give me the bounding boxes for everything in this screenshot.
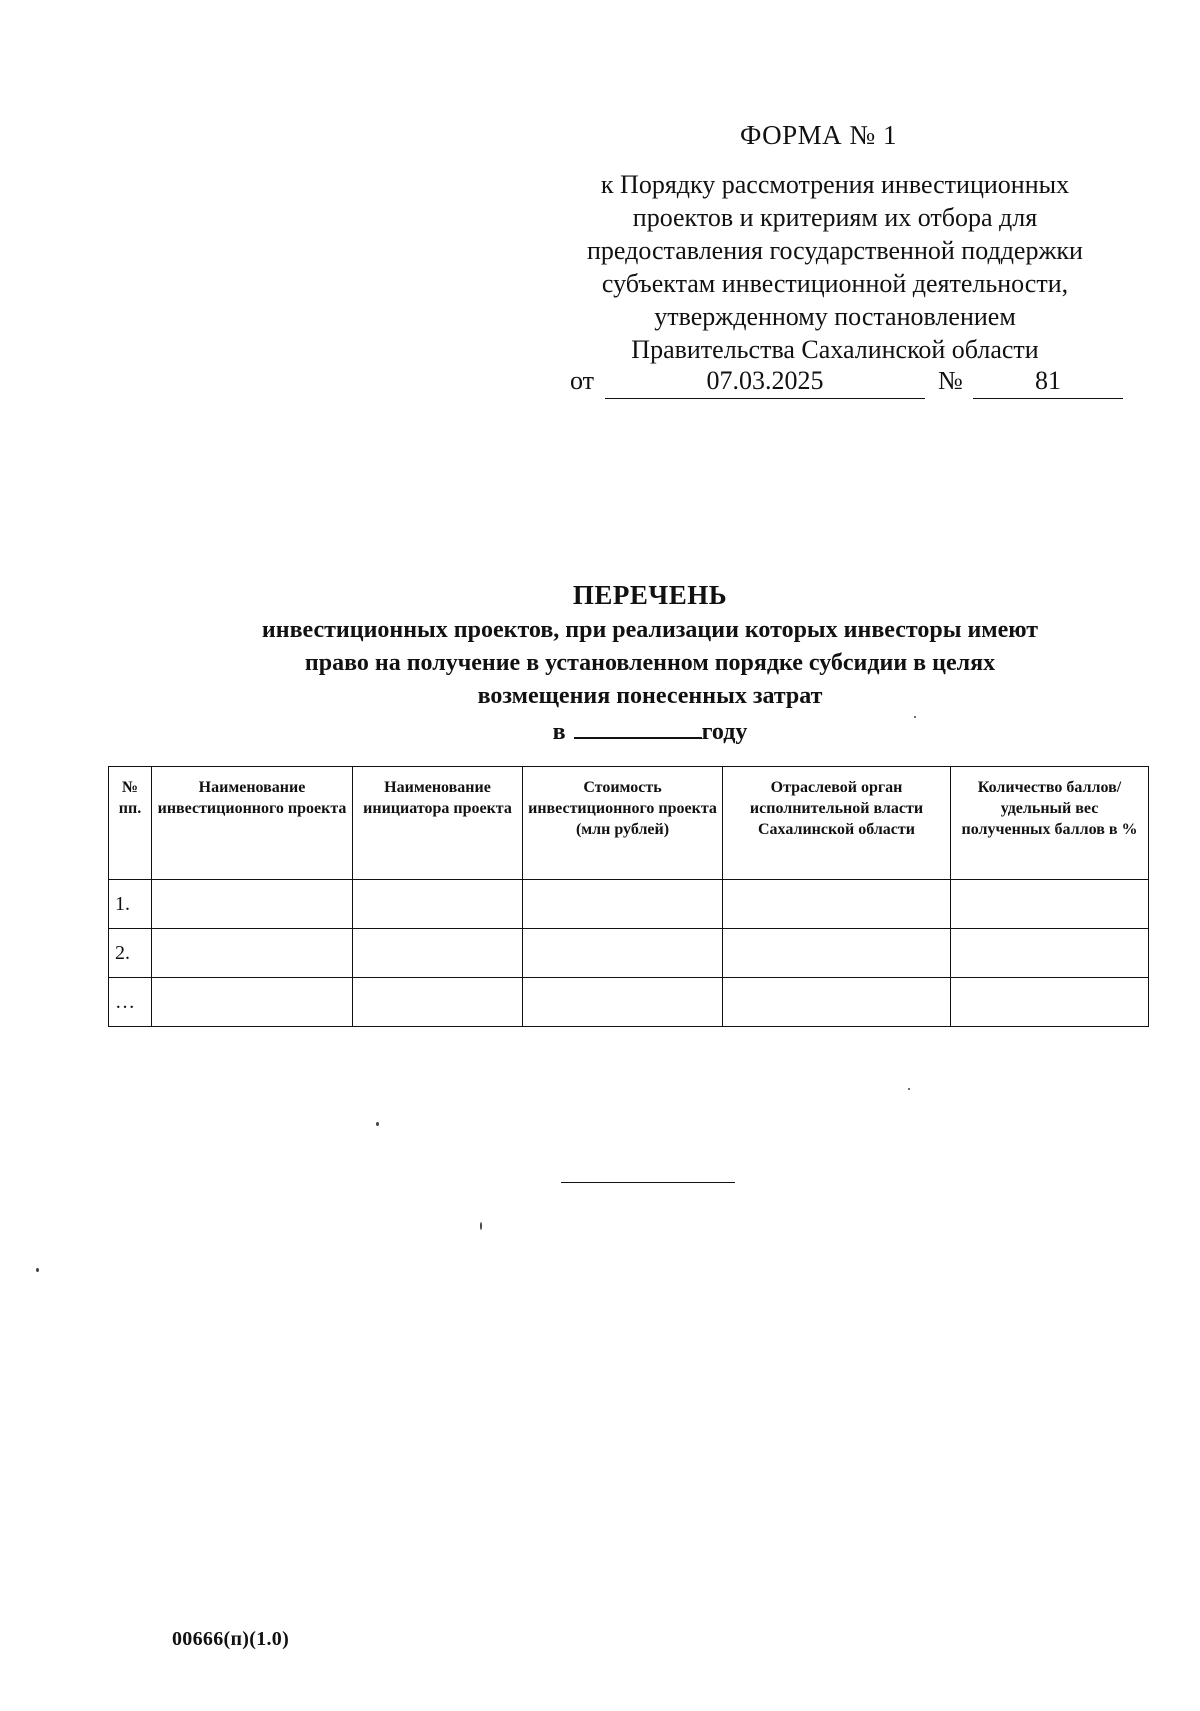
document-code: 00666(п)(1.0) <box>172 1628 290 1650</box>
subtitle-line: право на получение в установленном порядке субсидии в целях <box>304 650 996 676</box>
table-cell <box>723 978 951 1027</box>
table-row <box>109 978 1149 1027</box>
table-cell <box>723 929 951 978</box>
annex-reference <box>555 168 1115 366</box>
column-header-project-name: Наименование инвестиционного проекта <box>152 767 353 880</box>
annex-line: к Порядку рассмотрения инвестиционных <box>600 170 1070 199</box>
scan-speck <box>376 1122 379 1126</box>
subtitle-line: инвестиционных проектов, при реализации которых инвесторы имеют <box>261 617 1039 643</box>
annex-line: предоставления государственной поддержки <box>587 236 1083 265</box>
table-cell <box>152 929 353 978</box>
table-cell <box>951 978 1149 1027</box>
column-header-number: № пп. <box>109 767 152 880</box>
column-header-initiator: Наименование инициатора проекта <box>353 767 523 880</box>
number-label: № <box>938 366 963 395</box>
from-label: от <box>570 366 595 395</box>
resolution-date-line <box>570 366 1130 402</box>
table-cell <box>353 929 523 978</box>
table-cell <box>523 978 723 1027</box>
year-prefix: в <box>552 719 566 745</box>
table-cell <box>353 880 523 929</box>
row-number: … <box>109 978 152 1027</box>
scan-speck <box>36 1268 39 1272</box>
table-cell <box>152 880 353 929</box>
document-title: ПЕРЕЧЕНЬ <box>572 580 728 610</box>
subtitle-line: возмещения понесенных затрат <box>477 683 823 709</box>
resolution-date: 07.03.2025 <box>605 366 925 399</box>
table-cell <box>152 978 353 1027</box>
scan-speck <box>480 1222 482 1230</box>
table-cell <box>523 880 723 929</box>
table-header-row <box>109 767 1149 880</box>
document-subtitle <box>110 614 1190 713</box>
table-cell <box>951 929 1149 978</box>
form-number: ФОРМА № 1 <box>740 120 897 150</box>
row-number: 1. <box>109 880 152 929</box>
scan-speck <box>914 716 916 718</box>
column-header-authority: Отраслевой орган исполнительной власти Сахалинской области <box>723 767 951 880</box>
document-title-block <box>110 578 1190 748</box>
resolution-number: 81 <box>973 366 1123 399</box>
year-blank <box>574 715 702 739</box>
year-suffix: году <box>701 719 748 745</box>
table-row <box>109 880 1149 929</box>
column-header-score: Количество баллов/удельный вес полученных баллов в % <box>951 767 1149 880</box>
table-cell <box>353 978 523 1027</box>
annex-line: субъектам инвестиционной деятельности, <box>601 269 1069 298</box>
annex-line: утвержденному постановлением <box>654 302 1016 331</box>
column-header-cost: Стоимость инвестиционного проекта (млн рублей) <box>523 767 723 880</box>
year-line <box>110 715 1190 748</box>
annex-line: Правительства Сахалинской области <box>631 335 1039 364</box>
table-cell <box>523 929 723 978</box>
table-cell <box>951 880 1149 929</box>
annex-line: проектов и критериям их отбора для <box>632 203 1038 232</box>
closing-divider <box>561 1182 735 1183</box>
projects-table <box>108 766 1149 1027</box>
table-cell <box>723 880 951 929</box>
row-number: 2. <box>109 929 152 978</box>
scan-speck <box>908 1088 910 1090</box>
table-row <box>109 929 1149 978</box>
